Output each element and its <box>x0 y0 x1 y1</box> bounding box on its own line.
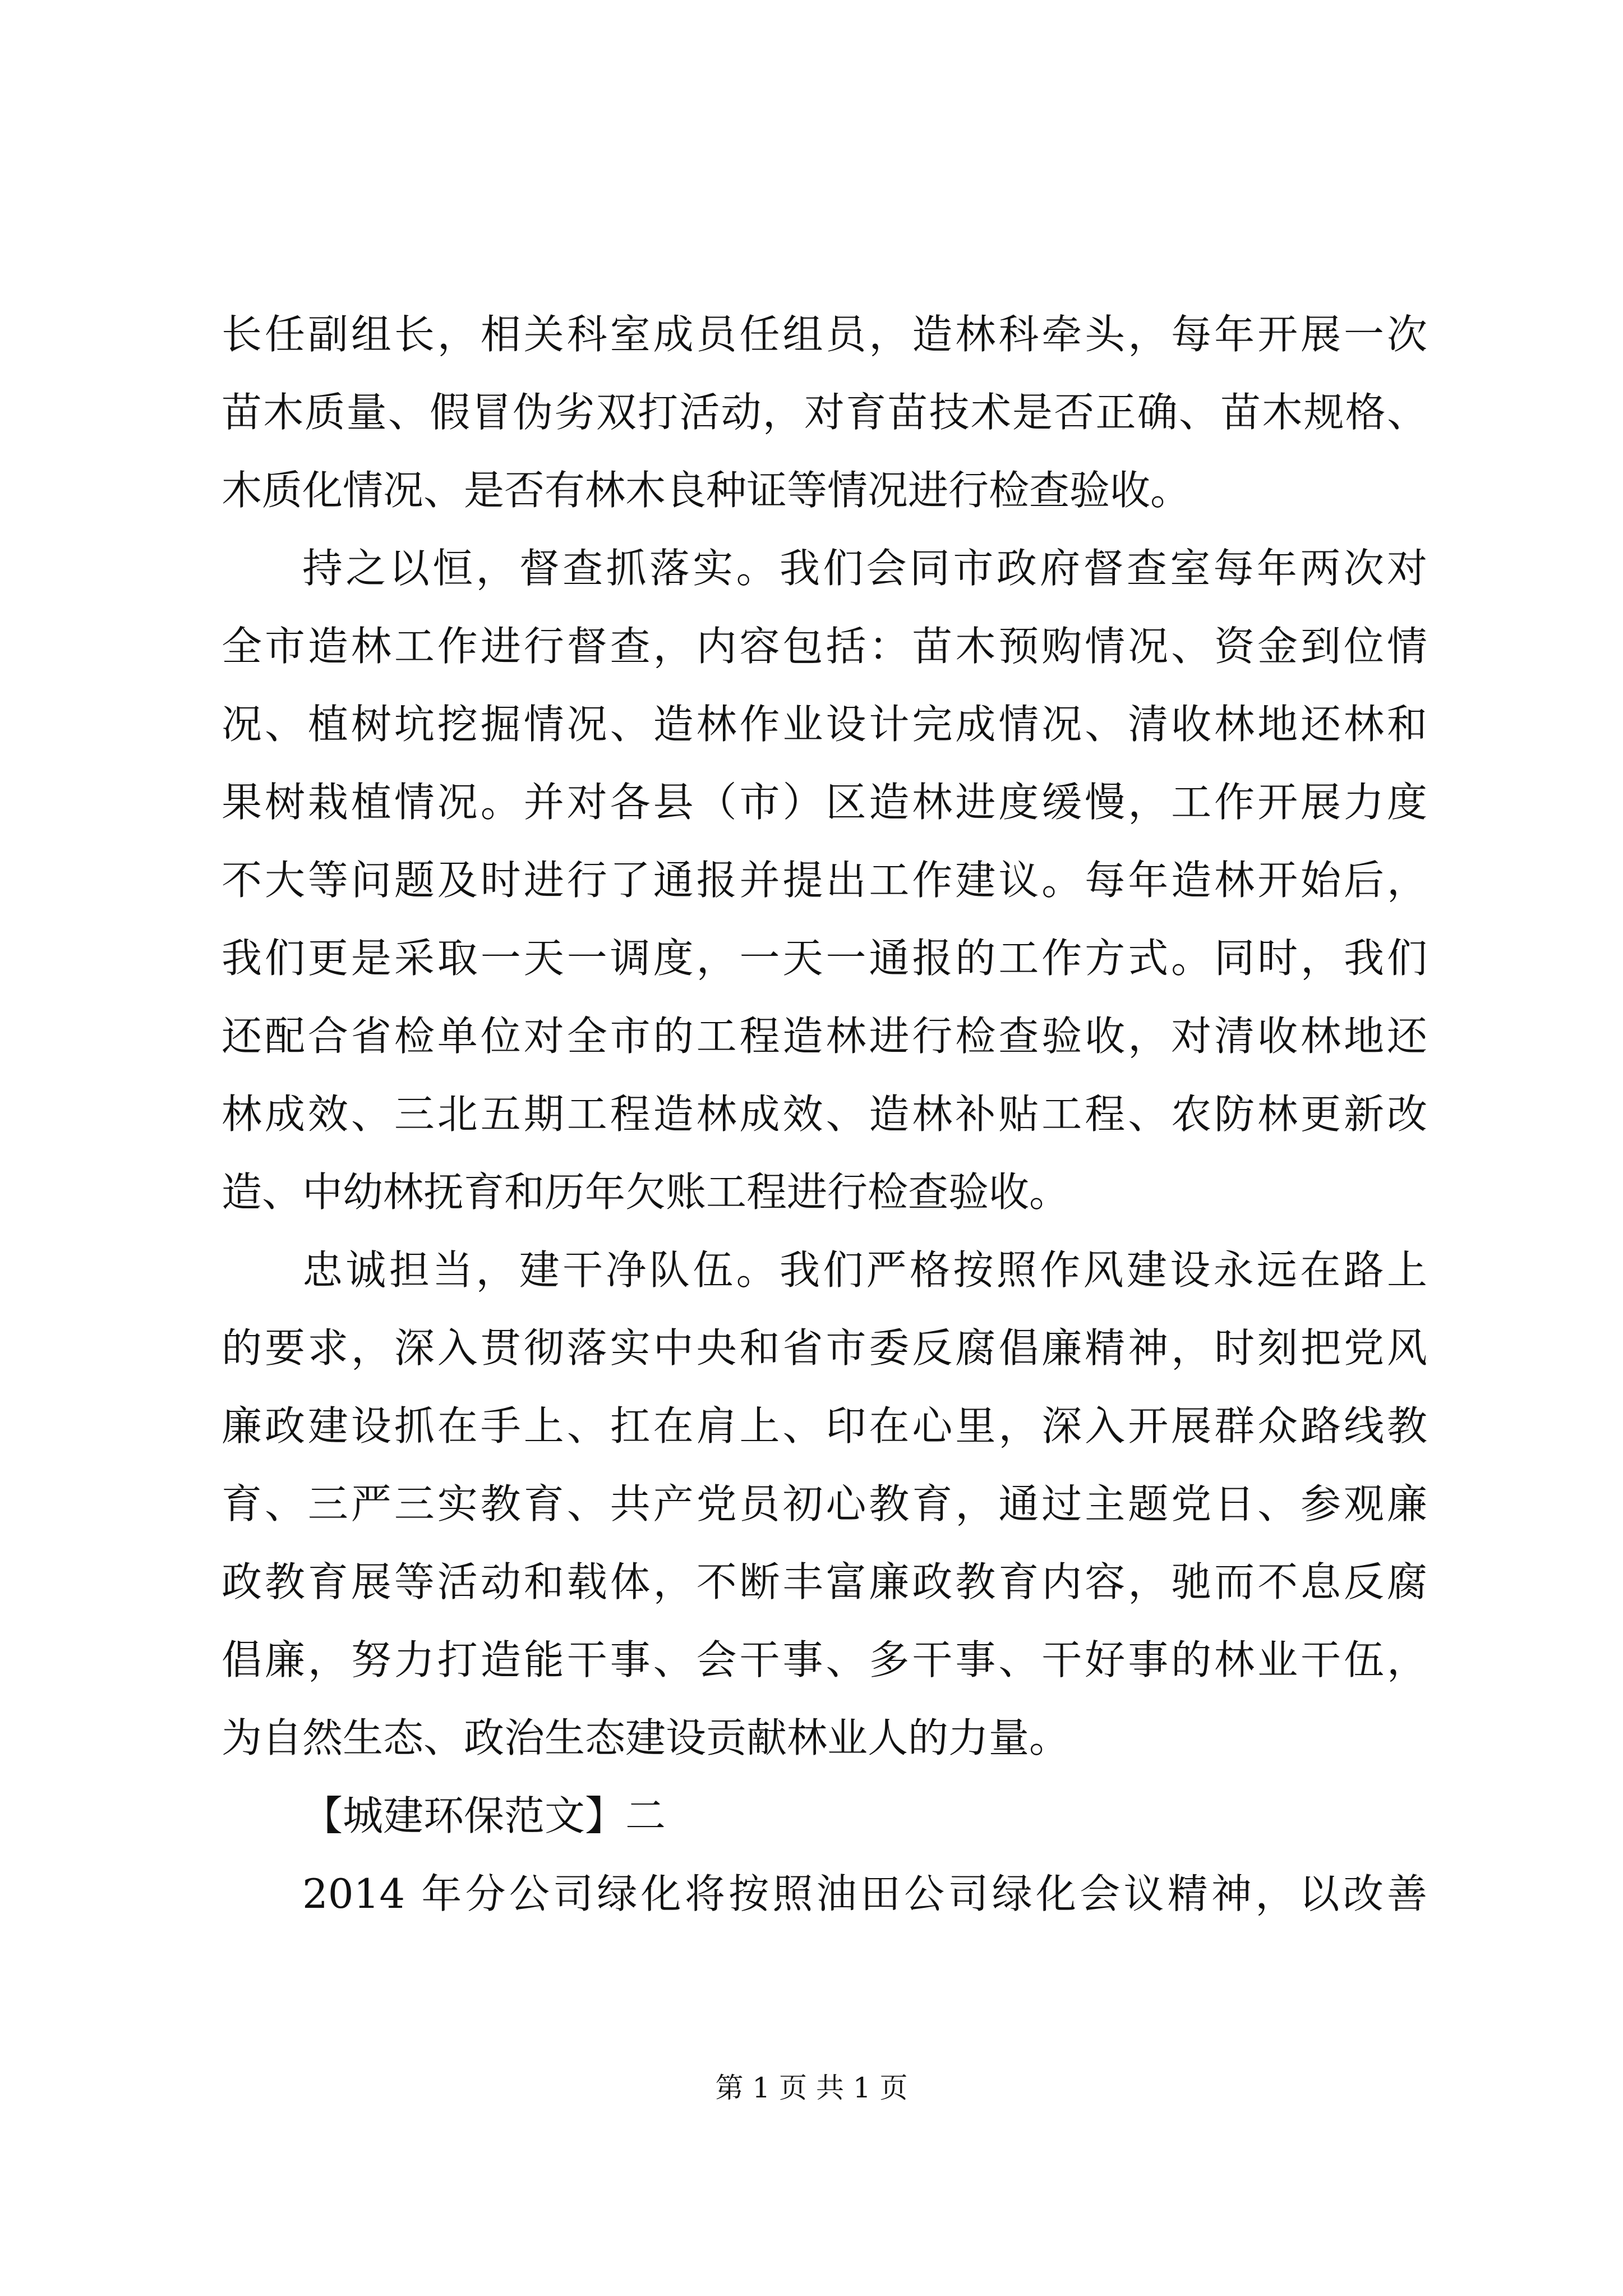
text-line: 的要求，深入贯彻落实中央和省市委反腐倡廉精神，时刻把党风 <box>222 1324 1427 1372</box>
page-number-footer: 第 1 页 共 1 页 <box>715 2072 908 2104</box>
paragraph-start-line: 忠诚担当，建干净队伍。我们严格按照作风建设永远在路上 <box>302 1246 1427 1294</box>
paragraph-start-line: 2014 年分公司绿化将按照油田公司绿化会议精神，以改善 <box>302 1870 1427 1917</box>
text-line: 不大等问题及时进行了通报并提出工作建议。每年造林开始后， <box>222 857 1427 904</box>
text-line: 为自然生态、政治生态建设贡献林业人的力量。 <box>222 1714 1070 1761</box>
text-line: 林成效、三北五期工程造林成效、造林补贴工程、农防林更新改 <box>222 1091 1427 1138</box>
text-line: 苗木质量、假冒伪劣双打活动，对育苗技术是否正确、苗木规格、 <box>222 389 1427 436</box>
text-line: 育、三严三实教育、共产党员初心教育，通过主题党日、参观廉 <box>222 1480 1427 1527</box>
paragraph-start-line: 持之以恒，督查抓落实。我们会同市政府督查室每年两次对 <box>302 545 1427 592</box>
text-line: 倡廉，努力打造能干事、会干事、多干事、干好事的林业干伍， <box>222 1636 1427 1683</box>
text-line: 果树栽植情况。并对各县（市）区造林进度缓慢，工作开展力度 <box>222 779 1427 826</box>
document-body <box>222 296 1427 1933</box>
text-line: 政教育展等活动和载体，不断丰富廉政教育内容，驰而不息反腐 <box>222 1558 1427 1605</box>
section-heading: 【城建环保范文】二 <box>302 1792 666 1839</box>
text-line: 木质化情况、是否有林木良种证等情况进行检查验收。 <box>222 467 1191 514</box>
text-line: 全市造林工作进行督查，内容包括：苗木预购情况、资金到位情 <box>222 623 1427 670</box>
text-line: 长任副组长，相关科室成员任组员，造林科牵头，每年开展一次 <box>222 311 1427 358</box>
text-line: 造、中幼林抚育和历年欠账工程进行检查验收。 <box>222 1168 1070 1216</box>
text-line: 况、植树坑挖掘情况、造林作业设计完成情况、清收林地还林和 <box>222 701 1427 748</box>
text-line: 我们更是采取一天一调度，一天一通报的工作方式。同时，我们 <box>222 935 1427 982</box>
text-line: 还配合省检单位对全市的工程造林进行检查验收，对清收林地还 <box>222 1013 1427 1060</box>
text-line: 廉政建设抓在手上、扛在肩上、印在心里，深入开展群众路线教 <box>222 1402 1427 1450</box>
